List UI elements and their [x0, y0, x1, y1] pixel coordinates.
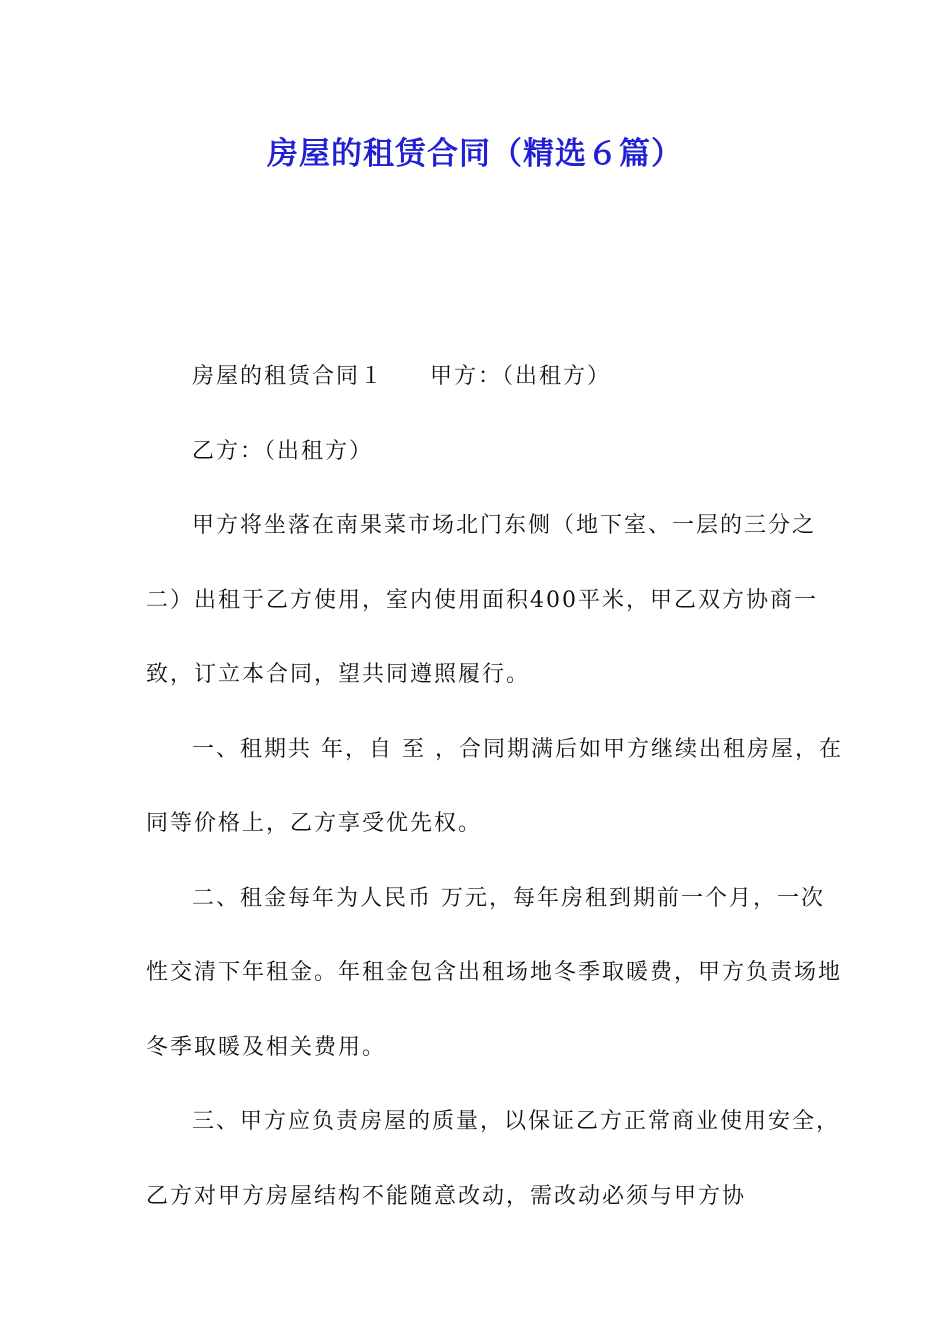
first-line: [146, 340, 846, 415]
paragraph-rent: 二、租金每年为人民币 万元，每年房租到期前一个月，一次性交清下年租金。年租金包含出租场地冬季取暖费，甲方负责场地冬季取暖及相关费用。: [146, 885, 843, 1060]
paragraph-term: 一、租期共 年，自 至 ，合同期满后如甲方继续出租房屋，在同等价格上，乙方享受优先权。: [146, 736, 843, 836]
paragraph-premises: 甲方将坐落在南果菜市场北门东侧（地下室、一层的三分之二）出租于乙方使用，室内使用面积400平米，甲乙双方协商一致，订立本合同，望共同遵照履行。: [146, 513, 818, 687]
contract-heading: 房屋的租赁合同１: [192, 364, 385, 389]
paragraph-quality: 三、甲方应负责房屋的质量，以保证乙方正常商业使用安全，乙方对甲方房屋结构不能随意改动，需改动必须与甲方协: [146, 1109, 841, 1209]
paragraph-party-b: 乙方：（出租方）: [192, 438, 374, 464]
party-a-label: 甲方：（出租方）: [430, 364, 612, 389]
document-body: [146, 340, 846, 1234]
document-title: 房屋的租赁合同（精选６篇）: [267, 136, 683, 172]
